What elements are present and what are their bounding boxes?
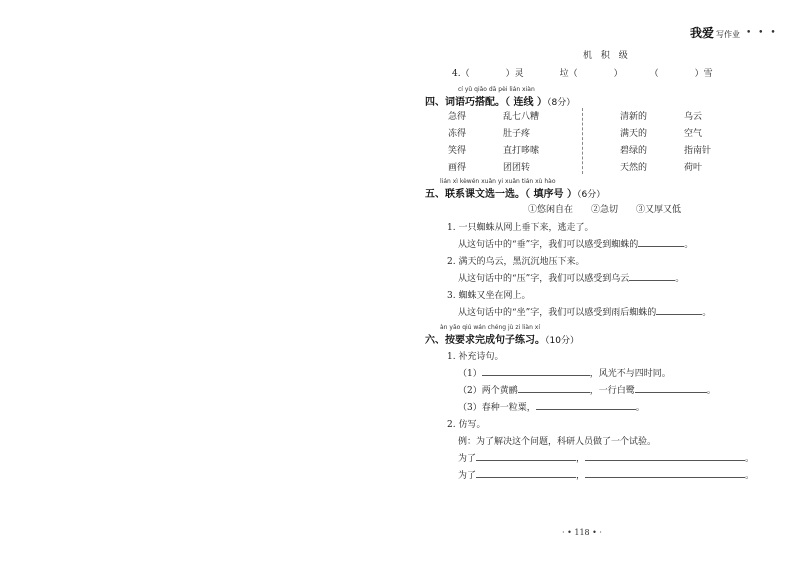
poem-line-2: （2）两个黄鹂 ，一行白鹭 。: [458, 383, 716, 396]
poem-line-1: （1） ，风光不与四时同。: [458, 366, 671, 379]
sec4-pinyin: cí yǔ qiǎo dā pèi lián xiàn: [458, 86, 535, 93]
sec5-q2: 2. 满天的乌云，黑沉沉地压下来。: [447, 257, 585, 267]
poem-blank[interactable]: [536, 400, 636, 410]
brand-logo: 我爱 写作业: [690, 26, 741, 40]
poem-blank[interactable]: [518, 383, 590, 393]
sec4-title: 四、词语巧搭配。（ 连线 ）（8分）: [425, 97, 576, 108]
brand-dots: • • •: [746, 28, 778, 38]
sec5-a1: 从这句话中的“垂”字，我们可以感受到蜘蛛的 。: [458, 237, 693, 250]
sec5-pinyin: lián xì kèwén xuǎn yi xuǎn tián xù hào: [440, 178, 556, 185]
sec6-pinyin: àn yāo qiú wán chéng jù zi liàn xí: [440, 324, 541, 331]
page-number: · • 118 • ·: [562, 528, 602, 537]
sec6-part2: 2. 仿写。: [447, 420, 486, 430]
sec4-col-4: 乌云 空气 指南针 荷叶: [684, 112, 712, 173]
imitate-blank[interactable]: [585, 451, 745, 461]
q4-line: 4.（ ）灵 垃（ ） （ ）雪: [452, 69, 713, 79]
answer-blank[interactable]: [638, 237, 684, 247]
poem-blank[interactable]: [635, 383, 707, 393]
sec4-divider: [582, 108, 583, 174]
imitate-blank[interactable]: [476, 451, 576, 461]
sec4-col-1: 急得 冻得 笑得 画得: [448, 112, 467, 173]
imitate-line-1: 为了 ， 。: [458, 451, 754, 464]
imitate-blank[interactable]: [476, 468, 576, 478]
word-options: 机 积 级: [583, 51, 631, 61]
sec5-a2: 从这句话中的“压”字，我们可以感受到乌云 。: [458, 271, 684, 284]
sec5-q3: 3. 蜘蛛又坐在网上。: [447, 291, 531, 301]
sec5-title: 五、联系课文选一选。（ 填序号 ）（6分）: [425, 189, 606, 200]
answer-blank[interactable]: [629, 271, 675, 281]
sec6-part1: 1. 补充诗句。: [447, 352, 504, 362]
answer-blank[interactable]: [656, 305, 702, 315]
sec5-q1: 1. 一只蜘蛛从网上垂下来，逃走了。: [447, 223, 594, 233]
sec5-options: ①悠闲自在 ②急切 ③又厚又低: [528, 205, 682, 215]
poem-blank[interactable]: [482, 366, 590, 376]
poem-line-3: （3）春种一粒粟， 。: [458, 400, 645, 413]
sec4-col-2: 乱七八糟 肚子疼 直打哆嗦 团团转: [503, 112, 540, 173]
imitate-blank[interactable]: [585, 468, 745, 478]
sec5-a3: 从这句话中的“坐”字，我们可以感受到雨后蜘蛛的 。: [458, 305, 711, 318]
imitate-line-2: 为了 ， 。: [458, 468, 754, 481]
sec4-col-3: 清新的 满天的 碧绿的 天然的: [620, 112, 648, 173]
sec6-title: 六、按要求完成句子练习。（10分）: [425, 335, 579, 346]
example-sentence: 例：为了解决这个问题，科研人员做了一个试验。: [458, 437, 657, 447]
